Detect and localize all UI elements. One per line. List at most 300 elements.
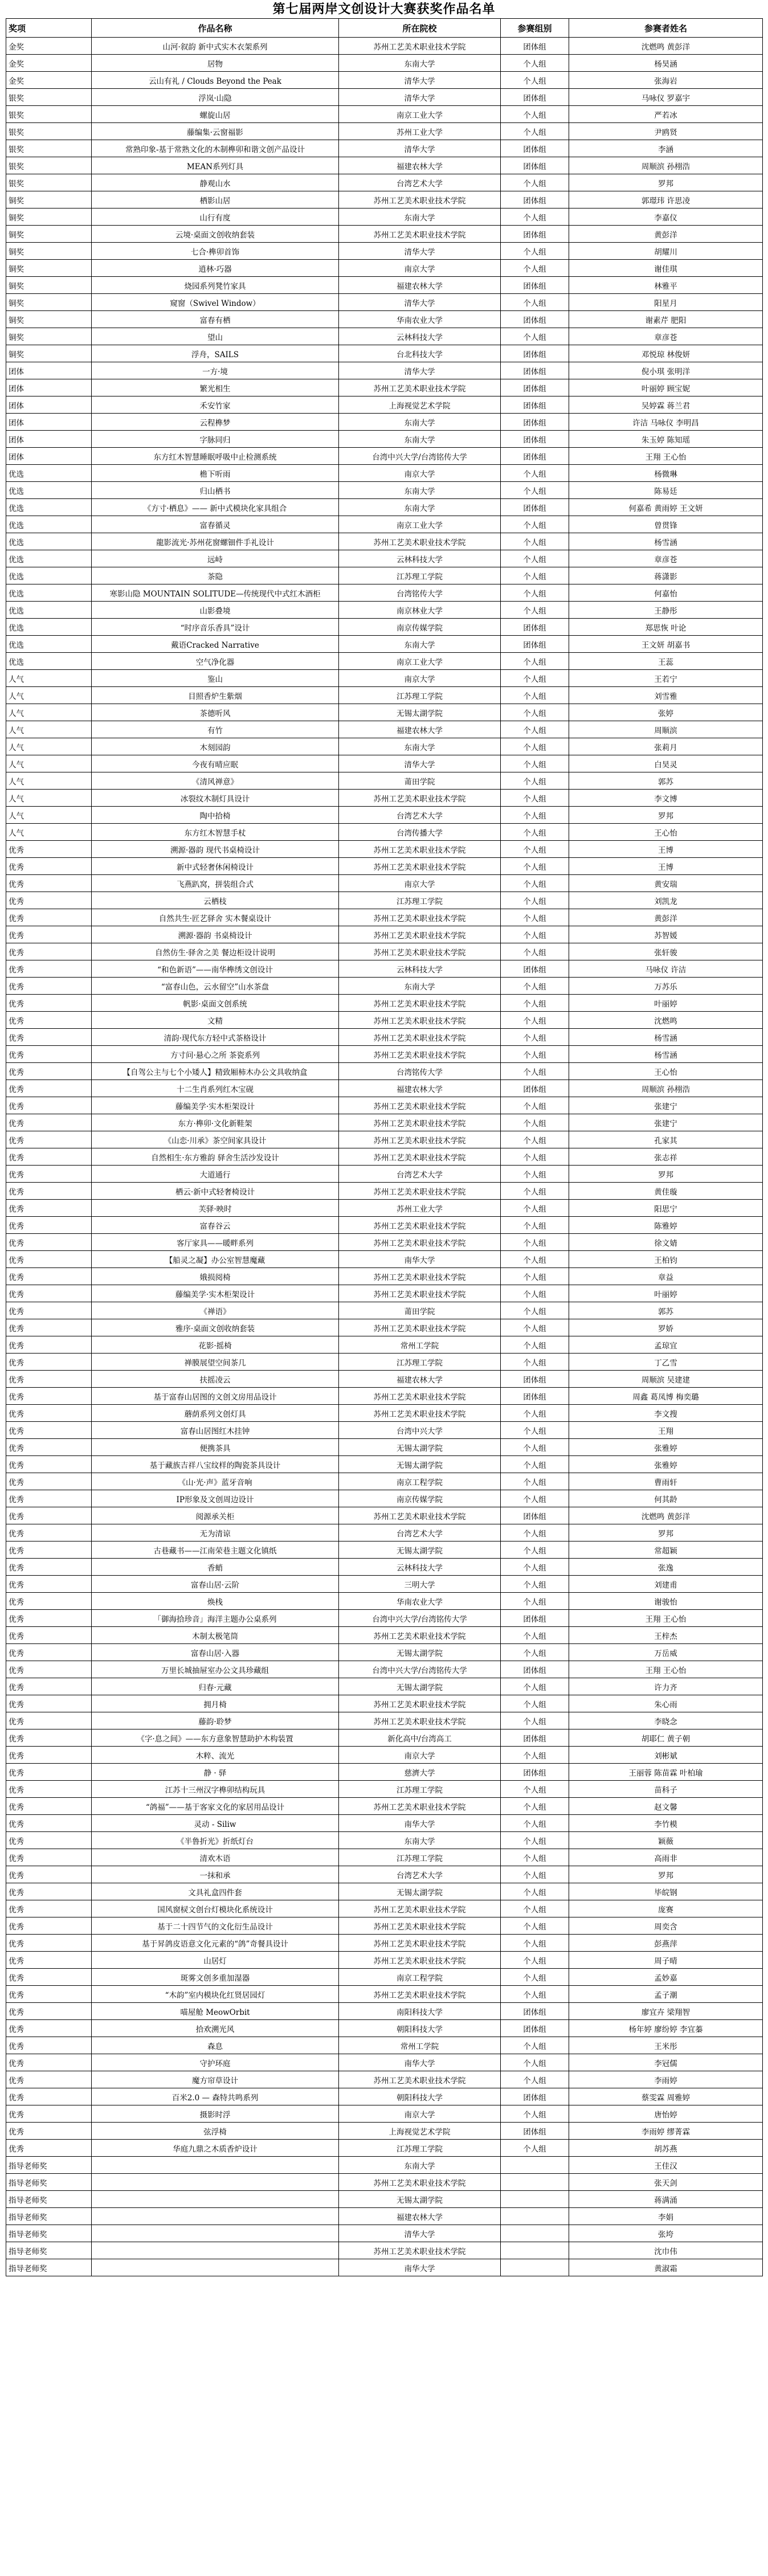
work-name-cell: 《禅语》 (92, 1302, 339, 1319)
participants-cell: 黄佳璇 (569, 1183, 763, 1200)
work-name-cell: 芙驿·映时 (92, 1200, 339, 1217)
participants-cell: 胡耀川 (569, 243, 763, 260)
work-name-cell: 窥窗（Swivel Window） (92, 294, 339, 311)
award-cell: 优秀 (6, 1935, 92, 1952)
group-cell: 个人组 (501, 1593, 569, 1610)
award-cell: 优秀 (6, 1593, 92, 1610)
group-cell: 个人组 (501, 978, 569, 995)
work-name-cell: 扶摇凌云 (92, 1371, 339, 1388)
participants-cell: 周子晴 (569, 1952, 763, 1969)
award-cell: 铜奖 (6, 311, 92, 328)
table-row (6, 909, 763, 926)
award-cell: 铜奖 (6, 191, 92, 208)
award-cell: 团体 (6, 396, 92, 414)
table-row (6, 875, 763, 892)
participants-cell: 马咏仪 罗嘉宇 (569, 89, 763, 106)
award-cell: 优秀 (6, 1815, 92, 1832)
participants-cell: 阳星月 (569, 294, 763, 311)
table-row (6, 687, 763, 704)
group-cell: 个人组 (501, 2054, 569, 2071)
table-row (6, 584, 763, 602)
school-cell: 华南农业大学 (339, 311, 501, 328)
group-cell: 个人组 (501, 1097, 569, 1114)
participants-cell: 许洁 马咏仪 李明昌 (569, 414, 763, 431)
group-cell: 团体组 (501, 1764, 569, 1781)
participants-cell: 王心怡 (569, 1063, 763, 1080)
school-cell: 苏州工艺美术职业技术学院 (339, 1285, 501, 1302)
school-cell: 南阳科技大学 (339, 2003, 501, 2020)
participants-cell: 王柏钧 (569, 1251, 763, 1268)
group-cell: 团体组 (501, 960, 569, 978)
group-cell (501, 2259, 569, 2276)
table-row (6, 1661, 763, 1678)
award-cell: 优秀 (6, 1661, 92, 1678)
table-row (6, 1319, 763, 1336)
table-row (6, 1935, 763, 1952)
table-row (6, 1729, 763, 1747)
participants-cell: 严若冰 (569, 106, 763, 123)
work-name-cell: 溯源·器韵 书桌椅设计 (92, 926, 339, 943)
work-name-cell (92, 2191, 339, 2208)
group-cell: 团体组 (501, 2020, 569, 2037)
group-cell: 个人组 (501, 1422, 569, 1439)
group-cell: 个人组 (501, 1917, 569, 1935)
participants-cell: 张海岩 (569, 72, 763, 89)
group-cell: 个人组 (501, 772, 569, 790)
group-cell (501, 2242, 569, 2259)
school-cell: 南京传媒学院 (339, 619, 501, 636)
group-cell: 个人组 (501, 1029, 569, 1046)
participants-cell: 白昊灵 (569, 755, 763, 772)
table-row (6, 1917, 763, 1935)
work-name-cell: 木制太极笔筒 (92, 1627, 339, 1644)
table-row (6, 1695, 763, 1712)
work-name-cell: 自然相生·东方雅韵 驿舍生活沙发设计 (92, 1148, 339, 1166)
group-cell: 团体组 (501, 499, 569, 516)
table-row (6, 1131, 763, 1148)
school-cell: 福建农林大学 (339, 1371, 501, 1388)
work-name-cell: 《山恋·川承》茶空间家具设计 (92, 1131, 339, 1148)
participants-cell: 郭苏 (569, 1302, 763, 1319)
award-cell: 指导老师奖 (6, 2191, 92, 2208)
group-cell: 团体组 (501, 157, 569, 174)
school-cell: 云林科技大学 (339, 550, 501, 567)
school-cell: 苏州工艺美术职业技术学院 (339, 1917, 501, 1935)
table-row (6, 1712, 763, 1729)
participants-cell: 谢骏怡 (569, 1593, 763, 1610)
participants-cell: 胡苏燕 (569, 2140, 763, 2157)
participants-cell: 周顺滨 孙栩浩 (569, 1080, 763, 1097)
participants-cell: 苏智媛 (569, 926, 763, 943)
participants-cell: 曾贯锋 (569, 516, 763, 533)
work-name-cell: 藤编集·云窗福影 (92, 123, 339, 140)
participants-cell: 王丽蓉 陈苗霖 叶柏瑜 (569, 1764, 763, 1781)
table-row (6, 960, 763, 978)
group-cell: 个人组 (501, 1354, 569, 1371)
participants-cell: 罗娇 (569, 1319, 763, 1336)
work-name-cell: 清韵·现代东方轻中式茶格设计 (92, 1029, 339, 1046)
work-name-cell: 远峙 (92, 550, 339, 567)
table-row (6, 1251, 763, 1268)
work-name-cell: 万里长城抽屉室办公文具珍藏组 (92, 1661, 339, 1678)
award-cell: 银奖 (6, 157, 92, 174)
school-cell: 苏州工艺美术职业技术学院 (339, 858, 501, 875)
table-row (6, 1012, 763, 1029)
work-name-cell: 百米2.0 — 森特共鸣系列 (92, 2088, 339, 2105)
group-cell: 个人组 (501, 1883, 569, 1900)
school-cell: 苏州工艺美术职业技术学院 (339, 909, 501, 926)
participants-cell: 陈雅婷 (569, 1217, 763, 1234)
award-cell: 团体 (6, 362, 92, 379)
school-cell: 苏州工艺美术职业技术学院 (339, 38, 501, 55)
award-cell: 优秀 (6, 1029, 92, 1046)
participants-cell: 黄安瑞 (569, 875, 763, 892)
table-row (6, 431, 763, 448)
group-cell: 团体组 (501, 277, 569, 294)
participants-cell: 朱心雨 (569, 1695, 763, 1712)
participants-cell: 黄淑霜 (569, 2259, 763, 2276)
group-cell: 个人组 (501, 926, 569, 943)
school-cell: 江苏理工学院 (339, 1781, 501, 1798)
group-cell: 个人组 (501, 1319, 569, 1336)
group-cell: 个人组 (501, 584, 569, 602)
participants-cell: 何嘉希 黄雨婷 王文妍 (569, 499, 763, 516)
table-row (6, 2020, 763, 2037)
work-name-cell: 溯源·器韵 现代书桌椅设计 (92, 841, 339, 858)
participants-cell: 邓悦琼 林俊妍 (569, 345, 763, 362)
group-cell: 个人组 (501, 260, 569, 277)
work-name-cell: 富春山居图红木挂钟 (92, 1422, 339, 1439)
table-row (6, 1029, 763, 1046)
work-name-cell: 大道通行 (92, 1166, 339, 1183)
school-cell: 台湾中兴大学 (339, 1422, 501, 1439)
work-name-cell: 逍林·巧器 (92, 260, 339, 277)
award-cell: 团体 (6, 379, 92, 396)
award-cell: 优选 (6, 516, 92, 533)
school-cell: 三明大学 (339, 1576, 501, 1593)
award-cell: 人气 (6, 738, 92, 755)
participants-cell: 张垮 (569, 2225, 763, 2242)
work-name-cell: 【船灵之凝】办公室智慧魔藏 (92, 1251, 339, 1268)
school-cell: 东南大学 (339, 55, 501, 72)
table-row (6, 55, 763, 72)
participants-cell: 何其龄 (569, 1490, 763, 1507)
group-cell: 个人组 (501, 1268, 569, 1285)
table-row (6, 345, 763, 362)
group-cell: 个人组 (501, 670, 569, 687)
work-name-cell: 云程榫梦 (92, 414, 339, 431)
group-cell: 个人组 (501, 1114, 569, 1131)
award-cell: 优秀 (6, 926, 92, 943)
table-row (6, 1866, 763, 1883)
table-row (6, 260, 763, 277)
work-name-cell (92, 2259, 339, 2276)
table-row (6, 2208, 763, 2225)
participants-cell: 杨雪涵 (569, 533, 763, 550)
award-cell: 优选 (6, 482, 92, 499)
school-cell: 苏州工艺美术职业技术学院 (339, 1097, 501, 1114)
participants-cell: 郭璟玮 许思凌 (569, 191, 763, 208)
table-row (6, 2054, 763, 2071)
group-cell: 个人组 (501, 1541, 569, 1559)
school-cell: 云林科技大学 (339, 960, 501, 978)
table-row (6, 1559, 763, 1576)
award-cell: 优秀 (6, 1507, 92, 1524)
table-row (6, 1490, 763, 1507)
participants-cell: 刘彬斌 (569, 1747, 763, 1764)
group-cell: 团体组 (501, 2123, 569, 2140)
work-name-cell: 华庭九鼎之木质香炉设计 (92, 2140, 339, 2157)
award-cell: 优选 (6, 602, 92, 619)
school-cell: 台湾传播大学 (339, 824, 501, 841)
work-name-cell: 富春山居·入器 (92, 1644, 339, 1661)
school-cell: 清华大学 (339, 72, 501, 89)
table-row (6, 721, 763, 738)
group-cell: 个人组 (501, 1747, 569, 1764)
work-name-cell (92, 2157, 339, 2174)
table-row (6, 1678, 763, 1695)
award-cell: 银奖 (6, 174, 92, 191)
participants-cell: 王博 (569, 858, 763, 875)
award-cell: 优选 (6, 619, 92, 636)
participants-cell: 彭燕萍 (569, 1935, 763, 1952)
group-cell: 个人组 (501, 1712, 569, 1729)
work-name-cell: 东方红木智慧睡眠呼吸中止检测系统 (92, 448, 339, 465)
work-name-cell: 魔方帘草设计 (92, 2071, 339, 2088)
school-cell: 江苏理工学院 (339, 687, 501, 704)
school-cell: 无锡太湖学院 (339, 1541, 501, 1559)
work-name-cell: 富春山居·云阶 (92, 1576, 339, 1593)
table-row (6, 1234, 763, 1251)
work-name-cell: 木粹、流光 (92, 1747, 339, 1764)
group-cell: 团体组 (501, 1661, 569, 1678)
group-cell: 个人组 (501, 1627, 569, 1644)
school-cell: 南京大学 (339, 465, 501, 482)
participants-cell: 周顺滨 吴建建 (569, 1371, 763, 1388)
table-row (6, 1114, 763, 1131)
group-cell: 个人组 (501, 687, 569, 704)
group-cell: 个人组 (501, 2037, 569, 2054)
work-name-cell: 便携茶具 (92, 1439, 339, 1456)
award-cell: 优秀 (6, 1422, 92, 1439)
school-cell: 江苏理工学院 (339, 2140, 501, 2157)
school-cell: 苏州工艺美术职业技术学院 (339, 1319, 501, 1336)
school-cell: 苏州工艺美术职业技术学院 (339, 2242, 501, 2259)
school-cell: 苏州工艺美术职业技术学院 (339, 1268, 501, 1285)
school-cell: 福建农林大学 (339, 2208, 501, 2225)
work-name-cell: 禾安竹家 (92, 396, 339, 414)
table-row (6, 807, 763, 824)
participants-cell: 李文博 (569, 790, 763, 807)
award-cell: 铜奖 (6, 294, 92, 311)
work-name-cell: 雅序·桌面文创收纳套装 (92, 1319, 339, 1336)
school-cell: 云林科技大学 (339, 1559, 501, 1576)
school-cell: 南京传媒学院 (339, 1490, 501, 1507)
group-cell: 个人组 (501, 841, 569, 858)
award-cell: 优秀 (6, 1866, 92, 1883)
group-cell: 团体组 (501, 38, 569, 55)
participants-cell: 朱玉婷 陈知瑶 (569, 431, 763, 448)
table-row (6, 362, 763, 379)
school-cell: 南京大学 (339, 260, 501, 277)
group-cell: 个人组 (501, 755, 569, 772)
work-name-cell: 基于富春山居图的文创文房用品设计 (92, 1388, 339, 1405)
work-name-cell (92, 2174, 339, 2191)
participants-cell: 张志祥 (569, 1148, 763, 1166)
table-row (6, 140, 763, 157)
table-row (6, 1388, 763, 1405)
table-row (6, 38, 763, 55)
participants-cell: 杨昊涵 (569, 55, 763, 72)
participants-cell: 吴婷霖 蒋兰君 (569, 396, 763, 414)
work-name-cell: 新中式轻奢休闲椅设计 (92, 858, 339, 875)
table-row (6, 1952, 763, 1969)
participants-cell: 丁乙雪 (569, 1354, 763, 1371)
group-cell: 团体组 (501, 2088, 569, 2105)
group-cell: 个人组 (501, 1798, 569, 1815)
participants-cell: 李雨婷 (569, 2071, 763, 2088)
group-cell: 个人组 (501, 1935, 569, 1952)
table-row (6, 2140, 763, 2157)
table-row (6, 174, 763, 191)
award-cell: 指导老师奖 (6, 2225, 92, 2242)
award-cell: 人气 (6, 824, 92, 841)
table-row (6, 1439, 763, 1456)
award-cell: 人气 (6, 704, 92, 721)
award-cell: 优秀 (6, 995, 92, 1012)
table-row (6, 1354, 763, 1371)
group-cell: 团体组 (501, 226, 569, 243)
table-row (6, 1576, 763, 1593)
award-cell: 优秀 (6, 1388, 92, 1405)
participants-cell: 李竹模 (569, 1815, 763, 1832)
work-name-cell: 藤编美学·实木柜架设计 (92, 1097, 339, 1114)
participants-cell: 章彦苍 (569, 328, 763, 345)
award-cell: 优秀 (6, 943, 92, 960)
school-cell: 常州工学院 (339, 1336, 501, 1354)
table-row (6, 995, 763, 1012)
school-cell: 福建农林大学 (339, 277, 501, 294)
award-cell: 优秀 (6, 1490, 92, 1507)
school-cell: 上海视觉艺术学院 (339, 2123, 501, 2140)
work-name-cell: 《方寸·栖息》—— 新中式模块化家具组合 (92, 499, 339, 516)
group-cell: 个人组 (501, 1781, 569, 1798)
table-row (6, 755, 763, 772)
school-cell: 东南大学 (339, 414, 501, 431)
school-cell: 苏州工业大学 (339, 1200, 501, 1217)
school-cell: 苏州工艺美术职业技术学院 (339, 533, 501, 550)
award-cell: 指导老师奖 (6, 2174, 92, 2191)
group-cell: 个人组 (501, 516, 569, 533)
participants-cell: 郑思恢 叶论 (569, 619, 763, 636)
group-cell: 个人组 (501, 1046, 569, 1063)
participants-cell: 王翔 王心怡 (569, 1661, 763, 1678)
group-cell: 个人组 (501, 1439, 569, 1456)
group-cell: 个人组 (501, 875, 569, 892)
award-cell: 优秀 (6, 1576, 92, 1593)
participants-cell: 李娟 (569, 2208, 763, 2225)
school-cell: 东南大学 (339, 499, 501, 516)
award-cell: 铜奖 (6, 345, 92, 362)
participants-cell: 赵文馨 (569, 1798, 763, 1815)
award-cell: 优秀 (6, 1524, 92, 1541)
group-cell: 个人组 (501, 55, 569, 72)
school-cell: 苏州工艺美术职业技术学院 (339, 379, 501, 396)
group-cell: 个人组 (501, 2140, 569, 2157)
table-row (6, 1986, 763, 2003)
school-cell: 苏州工艺美术职业技术学院 (339, 1986, 501, 2003)
school-cell: 南京大学 (339, 670, 501, 687)
participants-cell: 孟子潮 (569, 1986, 763, 2003)
award-cell: 人气 (6, 670, 92, 687)
participants-cell: 尹鸥贤 (569, 123, 763, 140)
participants-cell: 刘建甫 (569, 1576, 763, 1593)
group-cell: 个人组 (501, 1200, 569, 1217)
table-row (6, 2003, 763, 2020)
work-name-cell: 字脉同归 (92, 431, 339, 448)
group-cell: 个人组 (501, 174, 569, 191)
participants-cell: 常超颖 (569, 1541, 763, 1559)
award-cell: 优秀 (6, 1610, 92, 1627)
participants-cell: 马咏仪 许洁 (569, 960, 763, 978)
school-cell: 东南大学 (339, 482, 501, 499)
work-name-cell: “木韵”室内模块化红贤居园灯 (92, 1986, 339, 2003)
school-cell: 南京林业大学 (339, 602, 501, 619)
work-name-cell: 茶隐 (92, 567, 339, 584)
table-row (6, 1302, 763, 1319)
award-cell: 指导老师奖 (6, 2208, 92, 2225)
participants-cell: 张婷 (569, 704, 763, 721)
award-cell: 银奖 (6, 106, 92, 123)
award-cell: 金奖 (6, 72, 92, 89)
work-name-cell: 一抹和承 (92, 1866, 339, 1883)
award-cell: 指导老师奖 (6, 2259, 92, 2276)
work-name-cell: IP形象及文创周边设计 (92, 1490, 339, 1507)
award-cell: 优秀 (6, 2003, 92, 2020)
award-cell: 人气 (6, 721, 92, 738)
table-body (6, 38, 763, 2276)
table-row (6, 482, 763, 499)
table-row (6, 2259, 763, 2276)
participants-cell: 曹雨轩 (569, 1473, 763, 1490)
work-name-cell: 静观山水 (92, 174, 339, 191)
school-cell: 常州工学院 (339, 2037, 501, 2054)
group-cell: 个人组 (501, 567, 569, 584)
school-cell: 南京大学 (339, 1747, 501, 1764)
work-name-cell: 国风窗棂文创台灯模块化系统设计 (92, 1900, 339, 1917)
work-name-cell: 蘑荫系列文创灯具 (92, 1405, 339, 1422)
table-row (6, 1610, 763, 1627)
award-cell: 优秀 (6, 1302, 92, 1319)
participants-cell: 李涵 (569, 140, 763, 157)
work-name-cell: 基于二十四节气的文化衍生品设计 (92, 1917, 339, 1935)
school-cell: 苏州工艺美术职业技术学院 (339, 2071, 501, 2088)
work-name-cell: 茶德听风 (92, 704, 339, 721)
work-name-cell: 檐下听雨 (92, 465, 339, 482)
table-row (6, 1644, 763, 1661)
group-cell: 个人组 (501, 1131, 569, 1148)
group-cell: 团体组 (501, 1371, 569, 1388)
group-cell: 个人组 (501, 1148, 569, 1166)
participants-cell: 王翔 王心怡 (569, 448, 763, 465)
school-cell: 东南大学 (339, 636, 501, 653)
award-cell: 团体 (6, 431, 92, 448)
work-name-cell: “鸽福”——基于客家文化的家居用品设计 (92, 1798, 339, 1815)
table-row (6, 1900, 763, 1917)
award-cell: 优秀 (6, 2088, 92, 2105)
award-cell: 优秀 (6, 1456, 92, 1473)
award-cell: 优秀 (6, 1627, 92, 1644)
